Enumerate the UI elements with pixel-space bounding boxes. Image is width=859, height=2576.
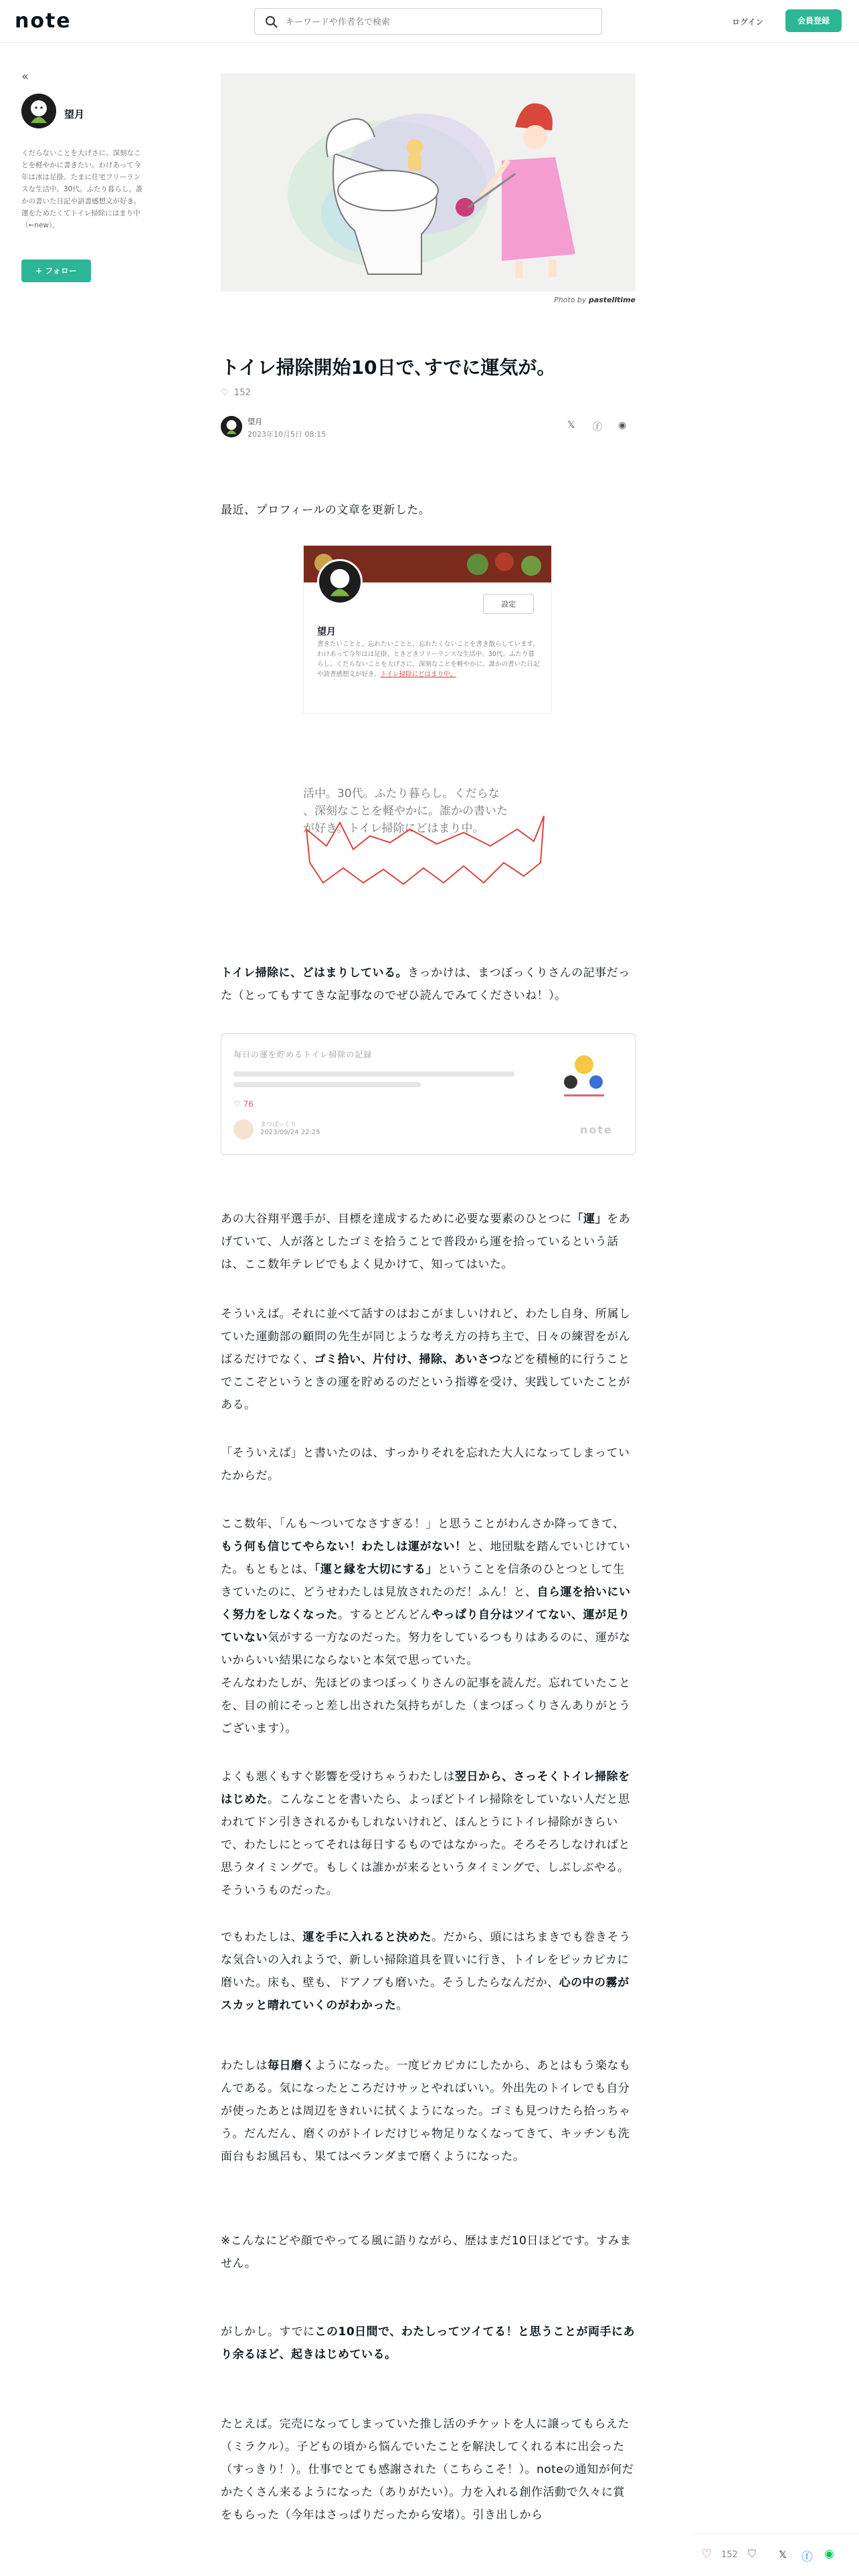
profile-screenshot-image — [303, 545, 552, 714]
card-excerpt-line — [233, 1082, 421, 1087]
p3a: あの大谷翔平選手が、目標を達成するために必要な要素のひとつに — [221, 1212, 572, 1226]
p8b: 翌日から、さっそくトイレ掃除をはじめた — [221, 1770, 630, 1806]
paragraph-2-bold: トイレ掃除に、どはまりしている。 — [221, 966, 408, 980]
p6e: ということを信条のひとつとして生きていたのに、どうせわたしは見放されたのだ！ふん！と、 — [221, 1563, 625, 1599]
line-share-icon[interactable]: ◉ — [824, 2547, 834, 2561]
share-buttons — [567, 420, 634, 433]
p6h: やっぱり自分はツイてない、運が足りていない — [221, 1608, 630, 1644]
profile-settings-button: 設定 — [483, 594, 534, 614]
p3b: 「運」 — [571, 1212, 607, 1226]
article-title: トイレ掃除開始10日で､すでに運気が。 — [221, 356, 556, 379]
p6a: ここ数年、「んも〜ついてなさすぎる！」と思うことがわんさか降ってきて、 — [221, 1517, 625, 1531]
embedded-article-card[interactable] — [221, 1033, 636, 1155]
paragraph-10 — [221, 2054, 636, 2168]
toilet-cleaning-illustration — [221, 74, 636, 292]
profile-bio — [317, 639, 541, 679]
publish-date: 2023年10月5日 08:15 — [248, 430, 326, 439]
highlighted-bio-image — [303, 782, 552, 886]
heart-icon[interactable]: ♡ — [221, 388, 229, 398]
card-author-name: まつぼっくり — [260, 1121, 297, 1128]
card-heart-icon: ♡ — [233, 1099, 241, 1109]
paragraph-2-text: きっかけは、まつぼっくりさんの記事だった（とってもすてきな記事なのでぜひ読んでみてくださいね！）。 — [221, 966, 630, 1002]
p10b: 毎日磨く — [268, 2059, 314, 2072]
paragraph-5: 「そういえば」と書いたのは、すっかりそれを忘れた大人になってしまっていたからだ。 — [221, 1446, 630, 1483]
profile-avatar — [317, 559, 363, 605]
paragraph-3 — [221, 1208, 636, 1276]
search-input[interactable] — [284, 13, 592, 31]
p8a: よくも悪くもすぐ影響を受けちゃうわたしは — [221, 1770, 455, 1784]
note-logo[interactable]: note — [15, 9, 72, 33]
profile-bio-text: 書きたいことと、忘れたいことと、忘れたくないことを書き散らしています。わけあって今年はほ足掛、ときどきフリーランスな生活中。30代。ふたり暮らし。くだらないことを大げさに、深刻なことを軽やかに。誰かの書いた日記や読書感想文が好き。 — [317, 641, 540, 678]
x-share-icon[interactable]: 𝕏 — [567, 420, 575, 431]
author-avatar[interactable] — [221, 416, 242, 437]
zoomed-line-3: が好き。トイレ掃除にどはまり中。 — [303, 822, 484, 835]
red-scribble-highlight — [303, 782, 552, 886]
author-name[interactable]: 望月 — [248, 417, 262, 426]
p6i: 気がする一方なのだった。努力をしているつもりはあるのに、運がないからいい結果にならないと本気で思っていた。 — [221, 1631, 631, 1667]
login-link[interactable]: ログイン — [732, 17, 764, 27]
creator-avatar-illustration — [21, 94, 56, 128]
floating-action-bar — [693, 2533, 859, 2576]
creator-avatar[interactable] — [21, 94, 56, 128]
paragraph-1: 最近、プロフィールの文章を更新した。 — [221, 504, 431, 517]
line-share-icon[interactable]: ◉ — [618, 420, 627, 431]
photo-credit-name[interactable]: pastelltime — [588, 296, 636, 304]
p6f: 自ら運を拾いにいく努力をしなくなった — [221, 1586, 631, 1622]
card-date: 2023/09/24 22:25 — [260, 1129, 320, 1136]
p8c: 。こんなことを書いたら、よっぽどトイレ掃除をしていない人だと思われてドン引きされるかもしれないけれど、ほんとうにトイレ掃除がきらいで、わたしにとってそれは毎日するものではなかった。そろそろしなければと思うタイミングで。もしくは誰かが来るというタイミングで、しぶしぶやる。そういうものだった。 — [221, 1793, 630, 1897]
creator-name[interactable]: 望月 — [64, 108, 85, 120]
facebook-share-icon[interactable]: ⓕ — [801, 2551, 813, 2564]
author-avatar-illustration — [221, 416, 242, 437]
p4a: そういえば。それに並べて話すのはおこがましいけれど、わたし自身、所属していた運動部の顧問の先生が同じような考え方の持ち主で、日々の練習をがんばるだけでなく、 — [221, 1307, 631, 1366]
p10c: ようになった。一度ピカピカにしたから、あとはもう楽なもんである。気になったところだけサッとやればいい。外出先のトイレでも自分が使ったあとは周辺をきれいに拭くようになった。ゴミも見つけたら拾っちゃう。だんだん、磨くのがトイレだけじゃ物足りなくなってきて、キッチンも洗面台もお風呂も、果てはベランダまで磨くようになった。 — [221, 2059, 631, 2163]
card-like-count — [233, 1099, 254, 1109]
p9a: でもわたしは、 — [221, 1931, 303, 1944]
card-title[interactable]: 毎日の運を貯めるトイレ掃除の記録 — [233, 1050, 373, 1059]
p9c: 。だから、頭にはちまきでも巻きそうな気合いの入れようで、新しい掃除道具を買いに行き、トイレをピッカピカに磨いた。床も、壁も、ドアノブも磨いた。そうしたらなんだか、 — [221, 1931, 631, 1990]
p3c: をあげていて、人が落としたゴミを拾うことで普段から運を拾っているという話は、ここ数年テレビでもよく見かけて、知ってはいた。 — [221, 1212, 631, 1271]
paragraph-9 — [221, 1926, 636, 2017]
p6g: 。するとどんどん — [338, 1608, 432, 1622]
hero-image — [221, 74, 636, 292]
p12b: この10日間で、わたしってツイてる！と思うことが両手にあり余るほど、起きはじめている。 — [221, 2325, 635, 2361]
x-share-icon[interactable]: 𝕏 — [779, 2549, 787, 2561]
search-box[interactable] — [254, 8, 602, 35]
card-like-number: 76 — [243, 1099, 254, 1109]
card-thumbnail — [544, 1049, 623, 1102]
paragraph-2 — [221, 962, 636, 1007]
photo-credit-prefix: Photo by — [554, 296, 587, 304]
paragraph-4 — [221, 1303, 636, 1416]
p6c: と、地団駄を踏んでいじけていた。もともとは、 — [221, 1540, 631, 1576]
p10a: わたしは — [221, 2059, 268, 2072]
signup-button[interactable]: 会員登録 — [785, 9, 842, 32]
p6b: もう何も信じてやらない！わたしは運がない！ — [221, 1540, 467, 1553]
like-number: 152 — [233, 388, 251, 398]
search-icon — [264, 15, 279, 29]
zoomed-line-1: 活中。30代。ふたり暮らし。くだらな — [303, 787, 500, 800]
profile-avatar-illustration — [319, 561, 361, 603]
creator-bio: くだらないことを大げさに、深刻なことを軽やかに書きたい。わけあって今年は冰は足掛。たまに住宅フリーランスな生活中。30代。ふたり暮らし。誰かの書いた日記や語書感想文が好き。運をためたくてトイレ掃除にはまり中（←new）。 — [21, 149, 143, 229]
card-author-avatar — [233, 1119, 254, 1140]
p9b: 運を手に入れると決めた — [302, 1931, 432, 1944]
facebook-share-icon[interactable]: ⓕ — [593, 422, 602, 433]
action-like-count: 152 — [721, 2550, 738, 2560]
zoomed-line-2: 、深刻なことを軽やかに。誰かの書いた — [303, 804, 508, 818]
p9d: 心の中の霧がスカッと晴れていくのがわかった — [221, 1976, 630, 2012]
collapse-sidebar-button[interactable]: « — [21, 70, 29, 84]
p4c: などを積極的に行うことでここぞというときの運を貯めるのだという指導を受け、実践していたことがある。 — [221, 1353, 630, 1412]
paragraph-13: たとえば。完売になってしまっていた推し活のチケットを人に譲ってもらえた（ミラクル）。子どもの頃から悩んでいたことを解決してくれる本に出会った（すっきり！）。仕事でとても感謝された（こちらこそ！）。noteの通知が何だかたくさん来るようになった（ありがたい）。力を入れる創作活動で久々に賞をもらった（今年はさっぱりだったから安堵）。引き出しから — [221, 2418, 634, 2522]
paragraph-12 — [221, 2321, 636, 2366]
p4b: ゴミ拾い、片付け、掃除、あいさつ — [314, 1353, 501, 1366]
paragraph-11: ※こんなにどや顔でやってる風に語りながら、歴はまだ10日ほどです。すみません。 — [221, 2234, 632, 2270]
follow-button[interactable]: + フォロー — [21, 259, 91, 282]
p6d: 「運と縁を大切にする」 — [314, 1563, 438, 1576]
p12a: がしかし。すでに — [221, 2325, 315, 2339]
paragraph-6 — [221, 1513, 636, 1672]
paragraph-8 — [221, 1765, 636, 1902]
top-header — [0, 0, 859, 43]
like-count[interactable] — [221, 388, 251, 398]
card-note-logo: note — [580, 1123, 613, 1136]
paragraph-7: そんなわたしが、先ほどのまつぼっくりさんの記事を読んだ。忘れていたことを、目の前にそっと差し出された気持ちがした（まつぼっくりさんありがとうございます）。 — [221, 1677, 631, 1735]
bookmark-icon[interactable]: ⛉ — [748, 2547, 757, 2560]
photo-credit — [468, 296, 636, 304]
profile-name: 望月 — [317, 627, 336, 637]
profile-bio-highlight: トイレ掃除にどはまり中。 — [380, 671, 457, 678]
card-excerpt-line — [233, 1071, 514, 1077]
heart-icon[interactable]: ♡ — [701, 2547, 712, 2561]
p9e: 。 — [396, 1999, 408, 2012]
